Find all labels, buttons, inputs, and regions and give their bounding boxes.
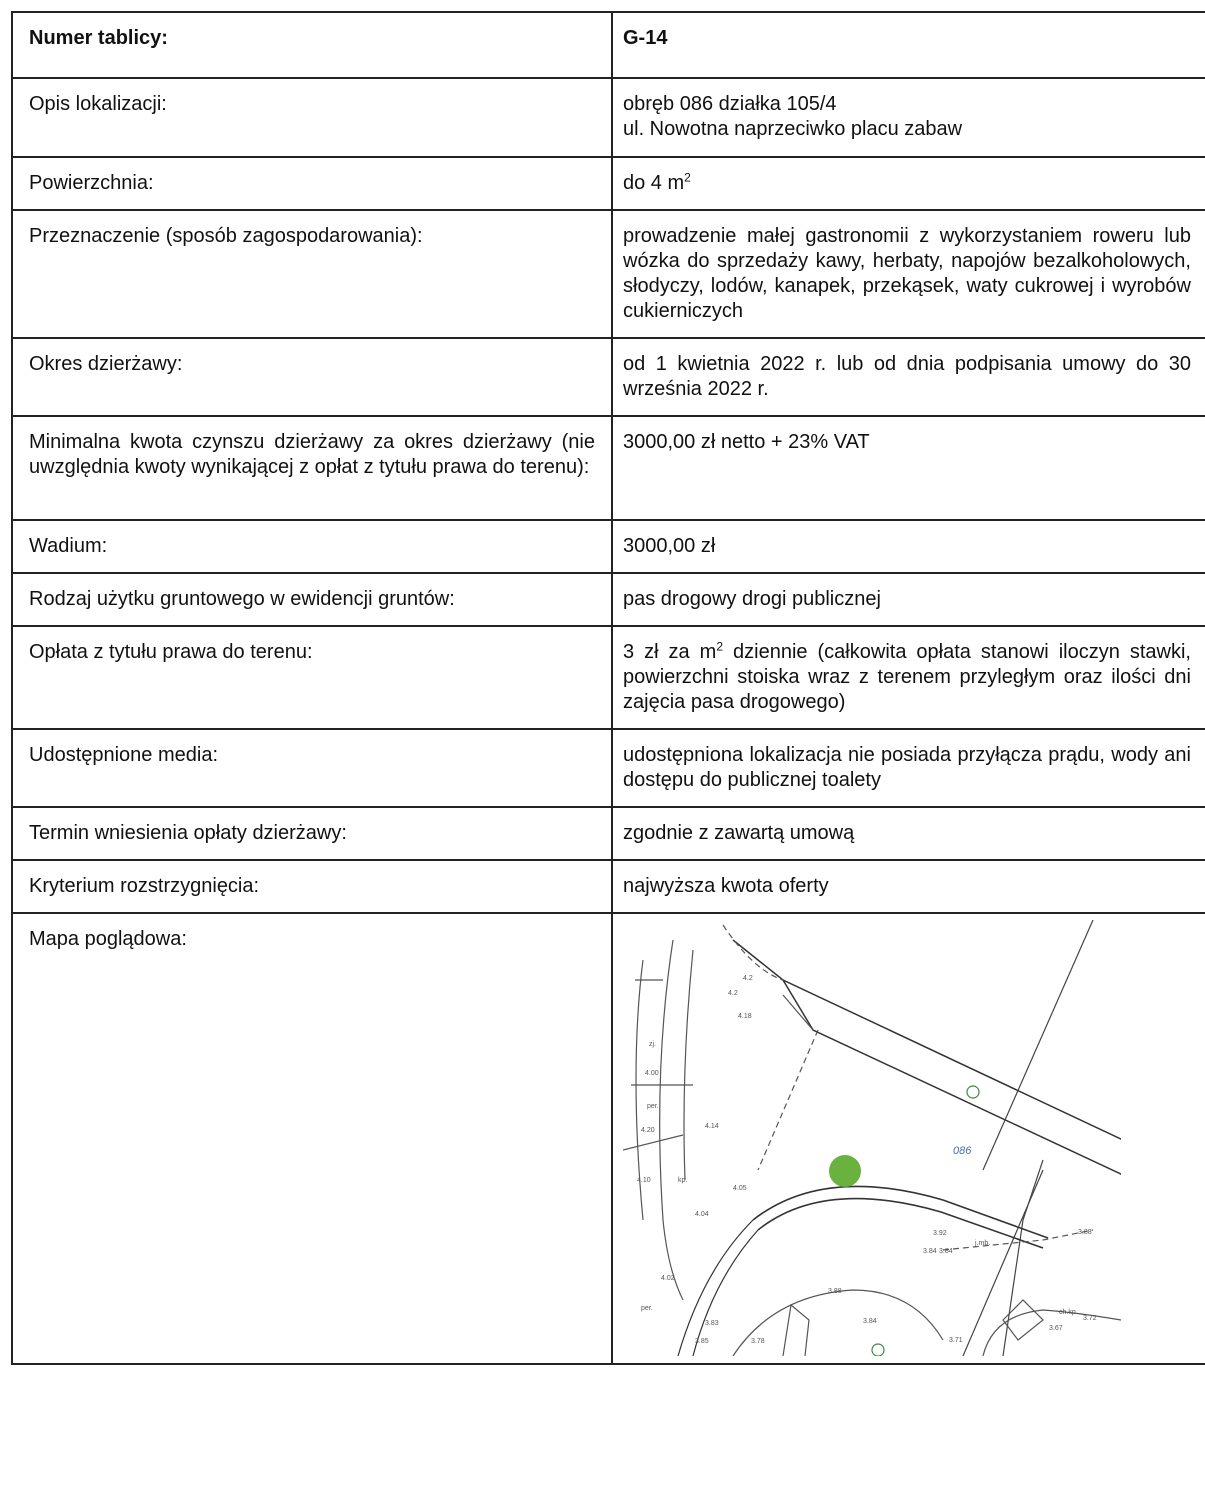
map-label-zj: zj. bbox=[649, 1041, 656, 1048]
label-termin: Termin wniesienia opłaty dzierżawy: bbox=[12, 807, 612, 860]
row-mapa bbox=[12, 913, 1205, 1364]
height-3: 4.18 bbox=[738, 1013, 752, 1020]
label-powierzchnia: Powierzchnia: bbox=[12, 157, 612, 210]
oplata-text-a: 3 zł za m bbox=[623, 641, 717, 663]
row-media bbox=[12, 729, 1205, 807]
row-powierzchnia bbox=[12, 157, 1205, 210]
lower-building-1 bbox=[783, 1305, 809, 1356]
boundary-diagonal-3 bbox=[963, 1170, 1043, 1356]
height-2: 4.2 bbox=[728, 990, 738, 997]
map-label-chkp: ch.kp. bbox=[1059, 1309, 1078, 1316]
tree-symbol-1 bbox=[967, 1086, 979, 1098]
boundary-diagonal-1 bbox=[983, 920, 1093, 1170]
oplata-sup: 2 bbox=[716, 639, 724, 654]
label-czynsz: Minimalna kwota czynszu dzierżawy za okres dzierżawy (nie uwzględnia kwoty wynikającej z opłat z tytułu prawa do terenu): bbox=[12, 416, 612, 520]
map-label-per-1: per. bbox=[647, 1103, 659, 1110]
row-numer-tablicy bbox=[12, 12, 1205, 78]
row-czynsz bbox=[12, 416, 1205, 520]
height-14: 3.88 bbox=[1078, 1229, 1092, 1236]
height-5: 4.20 bbox=[641, 1127, 655, 1134]
lease-info-table bbox=[11, 11, 1205, 1365]
sidewalk-west-outer bbox=[678, 1220, 753, 1356]
height-22: 3.67 bbox=[1049, 1325, 1063, 1332]
value-media: udostępniona lokalizacja nie posiada przyłącza prądu, wody ani dostępu do publicznej toalety bbox=[612, 729, 1205, 807]
lokalizacja-line2: ul. Nowotna naprzeciwko placu zabaw bbox=[623, 118, 963, 140]
label-okres: Okres dzierżawy: bbox=[12, 338, 612, 416]
boundary-diagonal-2 bbox=[1003, 1160, 1043, 1356]
value-mapa bbox=[612, 913, 1205, 1364]
row-oplata bbox=[12, 626, 1205, 729]
value-powierzchnia bbox=[612, 157, 1205, 210]
value-kryterium: najwyższa kwota oferty bbox=[612, 860, 1205, 913]
label-media: Udostępnione media: bbox=[12, 729, 612, 807]
row-lokalizacja bbox=[12, 78, 1205, 157]
row-uzytek bbox=[12, 573, 1205, 626]
value-uzytek: pas drogowy drogi publicznej bbox=[612, 573, 1205, 626]
height-15: 3.88 bbox=[828, 1288, 842, 1295]
value-numer-tablicy: G-14 bbox=[612, 12, 1205, 78]
parcel-boundary-north bbox=[733, 940, 1121, 1140]
label-mapa: Mapa poglądowa: bbox=[12, 913, 612, 1364]
row-termin bbox=[12, 807, 1205, 860]
label-wadium: Wadium: bbox=[12, 520, 612, 573]
height-16: 3.83 bbox=[705, 1320, 719, 1327]
height-4: 4.00 bbox=[645, 1070, 659, 1077]
overview-map bbox=[623, 920, 1121, 1356]
parcel-number-label: 086 bbox=[953, 1145, 972, 1157]
label-oplata: Opłata z tytułu prawa do terenu: bbox=[12, 626, 612, 729]
value-wadium: 3000,00 zł bbox=[612, 520, 1205, 573]
left-edge-line bbox=[623, 1135, 683, 1150]
label-kryterium: Kryterium rozstrzygnięcia: bbox=[12, 860, 612, 913]
label-lokalizacja: Opis lokalizacji: bbox=[12, 78, 612, 157]
height-7: 4.10 bbox=[637, 1177, 651, 1184]
location-marker bbox=[829, 1155, 861, 1187]
road-edge-left-2 bbox=[660, 940, 683, 1300]
dashed-line-2 bbox=[758, 1030, 818, 1170]
dashed-line-1 bbox=[723, 925, 783, 980]
oplata-text-b: dziennie (całkowita opłata stanowi iloczyn stawki, powierzchni stoiska wraz z terenem przyległym oraz ilości dni zajęcia pasa drogowego) bbox=[623, 641, 1191, 713]
height-12: 3.84 bbox=[923, 1248, 937, 1255]
label-przeznaczenie: Przeznaczenie (sposób zagospodarowania): bbox=[12, 210, 612, 338]
height-13: 3.84 bbox=[939, 1248, 953, 1255]
sidewalk-inner bbox=[758, 1199, 1043, 1248]
height-19: 3.84 bbox=[863, 1318, 877, 1325]
tree-symbol-2 bbox=[872, 1344, 884, 1356]
height-20: 3.71 bbox=[949, 1337, 963, 1344]
value-oplata bbox=[612, 626, 1205, 729]
value-okres: od 1 kwietnia 2022 r. lub od dnia podpisania umowy do 30 września 2022 r. bbox=[612, 338, 1205, 416]
row-okres bbox=[12, 338, 1205, 416]
map-label-per-2: per. bbox=[641, 1305, 653, 1312]
value-termin: zgodnie z zawartą umową bbox=[612, 807, 1205, 860]
label-numer-tablicy: Numer tablicy: bbox=[12, 12, 612, 78]
sidewalk-outer bbox=[753, 1186, 1048, 1238]
height-1: 4.2 bbox=[743, 975, 753, 982]
row-wadium bbox=[12, 520, 1205, 573]
powierzchnia-text: do 4 m bbox=[623, 172, 685, 194]
powierzchnia-sup: 2 bbox=[684, 170, 691, 185]
parcel-corner bbox=[783, 995, 813, 1030]
row-kryterium bbox=[12, 860, 1205, 913]
label-uzytek: Rodzaj użytku gruntowego w ewidencji gruntów: bbox=[12, 573, 612, 626]
lower-curve-1 bbox=[733, 1290, 943, 1356]
value-lokalizacja bbox=[612, 78, 1205, 157]
height-11: 3.92 bbox=[933, 1230, 947, 1237]
map-label-kp: kp. bbox=[678, 1177, 688, 1184]
height-10: 4.02 bbox=[661, 1275, 675, 1282]
parcel-boundary-south bbox=[783, 980, 1121, 1175]
height-17: 3.85 bbox=[695, 1338, 709, 1345]
row-przeznaczenie bbox=[12, 210, 1205, 338]
value-czynsz: 3000,00 zł netto + 23% VAT bbox=[612, 416, 1205, 520]
height-9: 4.04 bbox=[695, 1211, 709, 1218]
road-edge-left-3 bbox=[684, 950, 693, 1180]
height-18: 3.78 bbox=[751, 1338, 765, 1345]
map-label-jmb: j.mb. bbox=[975, 1240, 991, 1247]
lokalizacja-line1: obręb 086 działka 105/4 bbox=[623, 93, 837, 115]
height-21: 3.72 bbox=[1083, 1315, 1097, 1322]
value-przeznaczenie: prowadzenie małej gastronomii z wykorzystaniem roweru lub wózka do sprzedaży kawy, herbaty, napojów bezalkoholowych, słodyczy, lodów, kanapek, przekąsek, waty cukrowej i wyrobów cukierniczych bbox=[612, 210, 1205, 338]
height-8: 4.05 bbox=[733, 1185, 747, 1192]
height-6: 4.14 bbox=[705, 1123, 719, 1130]
